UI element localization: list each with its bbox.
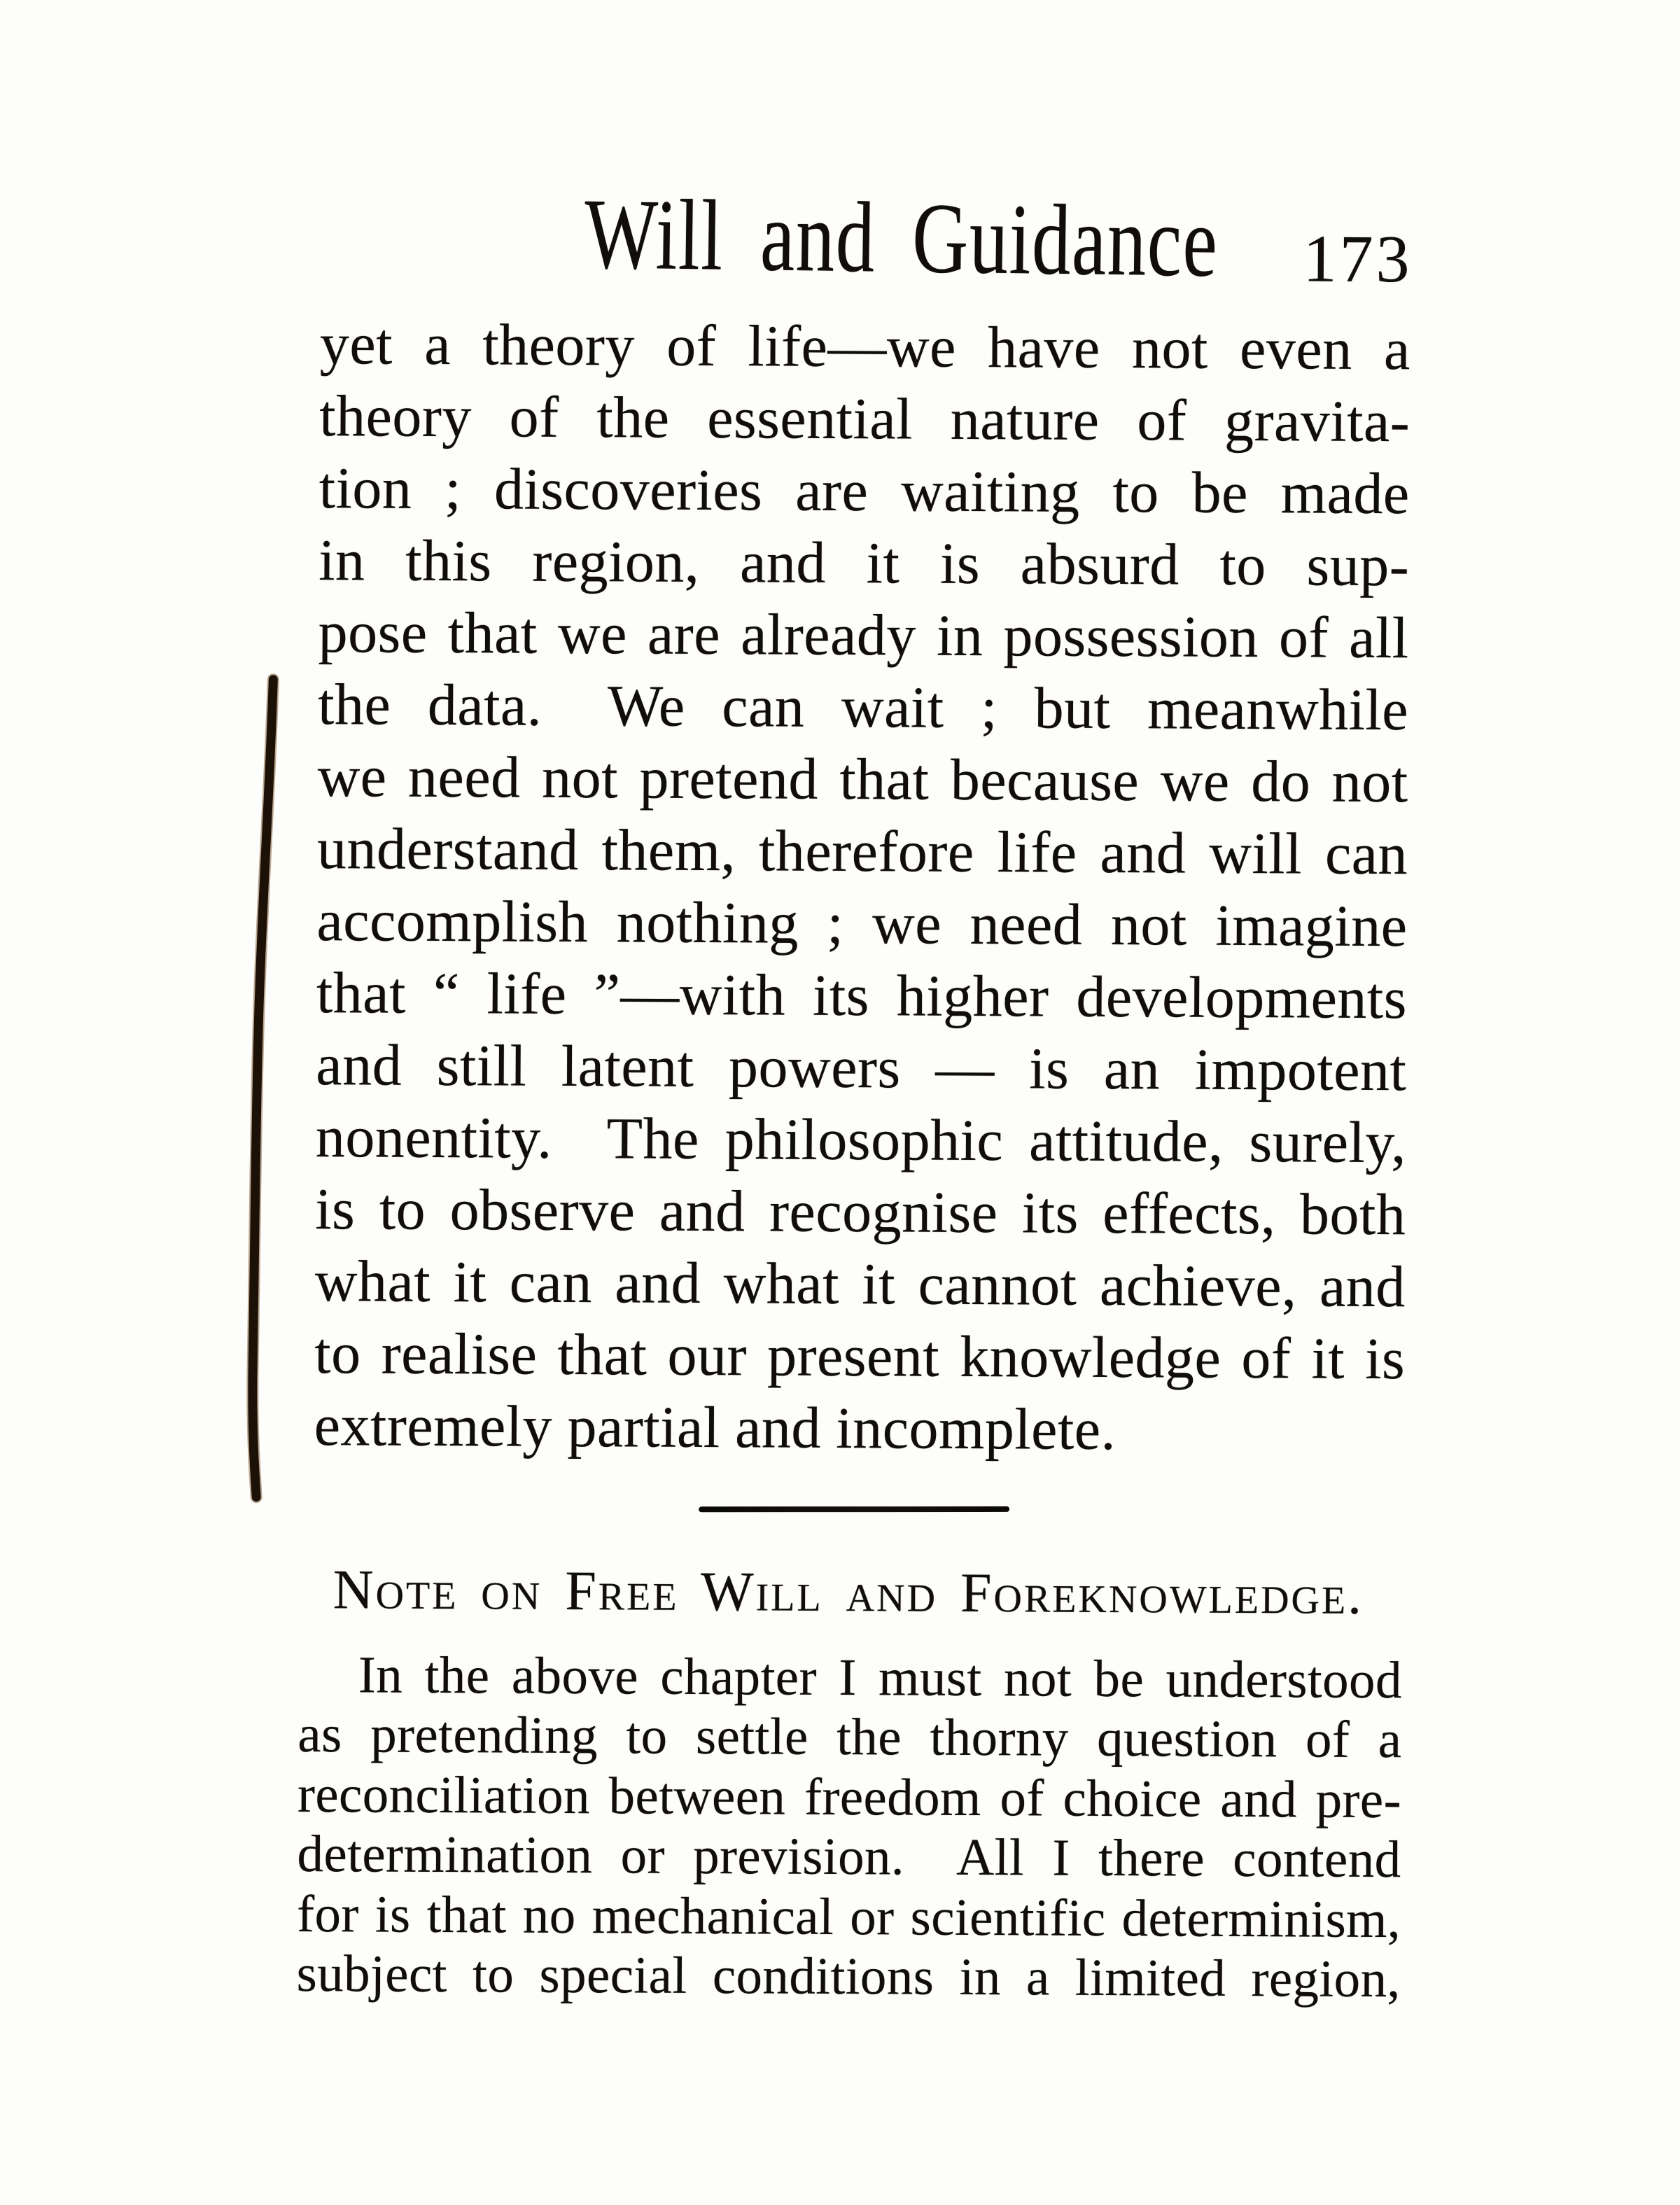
body-line: in this region, and it is absurd to sup- xyxy=(318,528,1410,599)
note-heading: Note on Free Will and Foreknowledge. xyxy=(332,1559,1364,1626)
section-divider-rule xyxy=(699,1506,1009,1512)
note-line: In the above chapter I must not be understood xyxy=(358,1646,1403,1710)
body-line: and still latent powers — is an impotent xyxy=(316,1032,1407,1104)
note-line: for is that no mechanical or scientific determinism, xyxy=(296,1884,1401,1949)
body-line: to realise that our present knowledge of it is xyxy=(314,1321,1406,1392)
body-line: what it can and what it cannot achieve, and xyxy=(314,1249,1406,1320)
body-line: tion ; discoveries are waiting to be made xyxy=(318,456,1410,527)
body-line: theory of the essential nature of gravita- xyxy=(319,384,1410,455)
body-line: understand them, therefore life and will can xyxy=(316,816,1408,888)
body-line: nonentity. The philosophic attitude, surely, xyxy=(315,1105,1407,1176)
body-line: accomplish nothing ; we need not imagine xyxy=(316,888,1408,960)
margin-pen-mark-icon xyxy=(235,668,288,1515)
body-line: extremely partial and incomplete. xyxy=(314,1393,1116,1463)
body-line: the data. We can wait ; but meanwhile xyxy=(317,672,1409,743)
body-line: that “ life ”—with its higher developments xyxy=(316,960,1408,1032)
note-line: reconciliation between freedom of choice and pre- xyxy=(297,1765,1402,1829)
body-line: pose that we are already in possession of all xyxy=(318,600,1409,671)
note-line: as pretending to settle the thorny question of a xyxy=(298,1705,1402,1770)
note-paragraph xyxy=(296,1645,1402,2010)
note-line: determination or prevision. All I there contend xyxy=(297,1825,1401,1889)
page-number: 173 xyxy=(1303,220,1413,297)
running-head-title: Will and Guidance xyxy=(584,178,1219,298)
body-line: is to observe and recognise its effects, both xyxy=(315,1177,1406,1248)
body-line: we need not pretend that because we do not xyxy=(317,744,1408,816)
note-line: subject to special conditions in a limited region, xyxy=(296,1944,1401,2009)
body-line: yet a theory of life—we have not even a xyxy=(319,312,1411,383)
main-paragraph xyxy=(314,308,1410,1467)
